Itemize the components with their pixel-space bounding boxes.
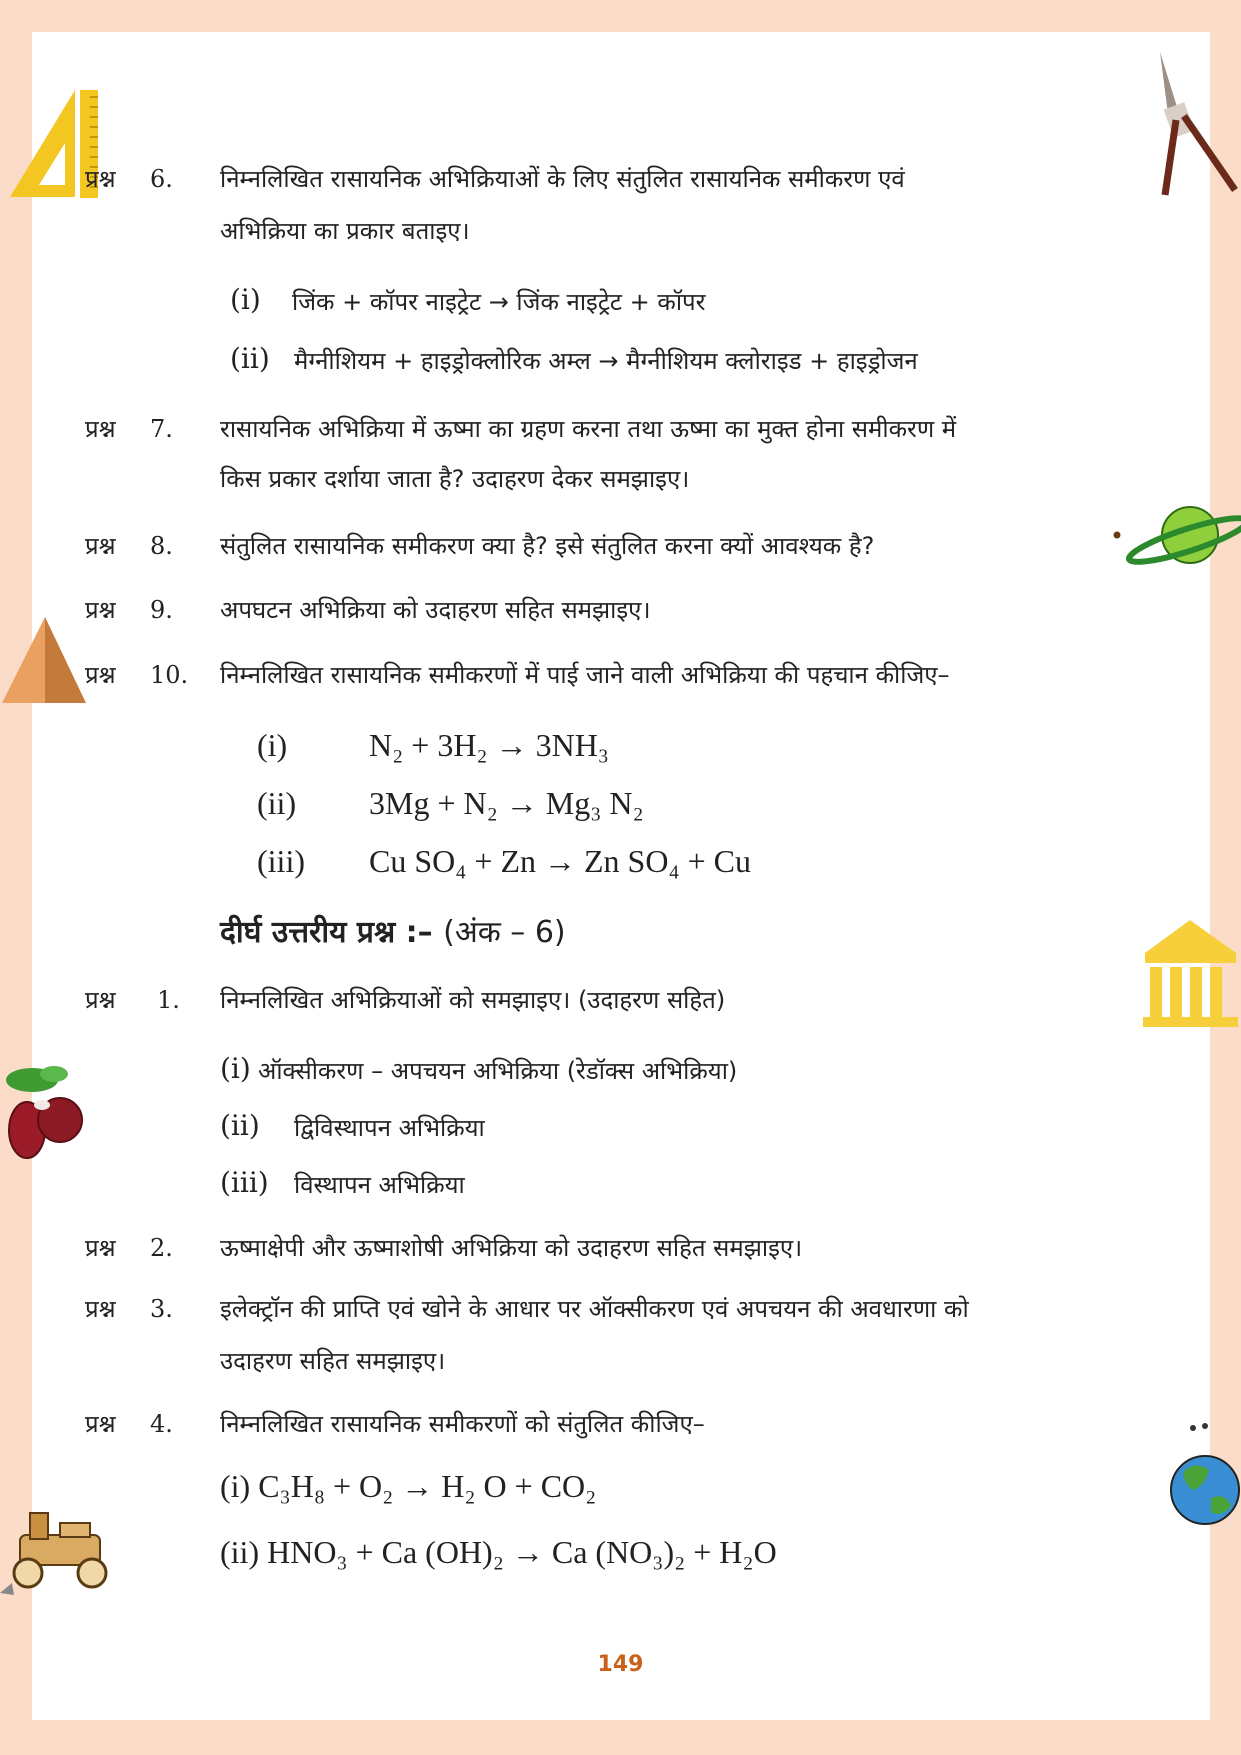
list-item — [230, 283, 706, 317]
item-text: द्विविस्थापन अभिक्रिया — [294, 1114, 485, 1142]
question-number: 6. — [150, 165, 173, 193]
pyramid-icon — [0, 615, 90, 705]
equation-row — [257, 783, 644, 823]
question-text-continued: उदाहरण सहित समझाइए। — [220, 1347, 446, 1375]
section-heading — [220, 910, 566, 951]
page-number: 149 — [597, 1652, 644, 1677]
item-text: मैग्नीशियम + हाइड्रोक्लोरिक अम्ल → मैग्नीशियम क्लोराइड + हाइड्रोजन — [294, 347, 918, 375]
question-number: 10. — [150, 661, 189, 689]
question-number: 3. — [150, 1295, 173, 1323]
question-number: 2. — [150, 1234, 173, 1262]
question-text: निम्नलिखित रासायनिक समीकरणों में पाई जाने वाली अभिक्रिया की पहचान कीजिए– — [220, 661, 950, 689]
question-text-continued: अभिक्रिया का प्रकार बताइए। — [220, 217, 470, 245]
equation-row — [220, 1466, 596, 1506]
question-prefix: प्रश्न — [85, 596, 116, 624]
question-number: 9. — [150, 596, 173, 624]
equation-row — [220, 1532, 777, 1572]
steam-car-icon — [0, 1505, 125, 1600]
globe-earth-icon — [1165, 1420, 1241, 1530]
question-prefix: प्रश्न — [85, 661, 116, 689]
question-text: निम्नलिखित रासायनिक समीकरणों को संतुलित कीजिए– — [220, 1410, 705, 1438]
item-text: ऑक्सीकरण – अपचयन अभिक्रिया (रेडॉक्स अभिक्रिया) — [258, 1057, 738, 1085]
question-number: 7. — [150, 415, 173, 443]
item-label: (i) — [230, 283, 261, 316]
question-text: निम्नलिखित अभिक्रियाओं को समझाइए। (उदाहरण सहित) — [220, 986, 726, 1014]
list-item — [230, 342, 918, 376]
list-item — [220, 1166, 465, 1200]
equation: Cu SO₄ + Zn → Zn SO₄ + Cu — [369, 843, 751, 879]
question-prefix: प्रश्न — [85, 1295, 116, 1323]
equation-label: (i) — [220, 1468, 251, 1504]
temple-pillars-icon — [1140, 915, 1241, 1030]
question-text: अपघटन अभिक्रिया को उदाहरण सहित समझाइए। — [220, 596, 651, 624]
equation: C₃H₈ + O₂ → H₂ O + CO₂ — [258, 1468, 597, 1504]
question-number: 4. — [150, 1410, 173, 1438]
question-text-continued: किस प्रकार दर्शाया जाता है? उदाहरण देकर समझाइए। — [220, 465, 690, 493]
planet-saturn-icon — [1110, 500, 1241, 570]
bean-seed-icon — [2, 1060, 92, 1170]
question-number: 1. — [157, 986, 180, 1014]
equation: N₂ + 3H₂ → 3NH₃ — [369, 727, 609, 763]
equation-label: (ii) — [220, 1534, 260, 1570]
list-item — [220, 1052, 738, 1086]
equation: 3Mg + N₂ → Mg₃ N₂ — [369, 785, 644, 821]
question-prefix: प्रश्न — [85, 415, 116, 443]
list-item — [220, 1109, 485, 1143]
item-text: जिंक + कॉपर नाइट्रेट → जिंक नाइट्रेट + कॉपर — [292, 288, 706, 316]
equation-row — [257, 725, 609, 765]
question-number: 8. — [150, 532, 173, 560]
question-prefix: प्रश्न — [85, 986, 116, 1014]
question-prefix: प्रश्न — [85, 1234, 116, 1262]
section-heading-title: दीर्घ उत्तरीय प्रश्न :– — [220, 915, 433, 950]
equation-label: (i) — [257, 727, 288, 763]
item-label: (ii) — [230, 342, 270, 375]
item-label: (iii) — [220, 1166, 269, 1199]
question-prefix: प्रश्न — [85, 532, 116, 560]
question-text: इलेक्ट्रॉन की प्राप्ति एवं खोने के आधार पर ऑक्सीकरण एवं अपचयन की अवधारणा को — [220, 1295, 969, 1323]
section-heading-marks: (अंक – 6) — [443, 915, 566, 950]
question-prefix: प्रश्न — [85, 165, 116, 193]
equation-label: (iii) — [257, 843, 305, 879]
item-text: विस्थापन अभिक्रिया — [294, 1171, 465, 1199]
tongs-tool-icon — [1150, 50, 1240, 200]
question-text: निम्नलिखित रासायनिक अभिक्रियाओं के लिए संतुलित रासायनिक समीकरण एवं — [220, 165, 905, 193]
question-prefix: प्रश्न — [85, 1410, 116, 1438]
equation-label: (ii) — [257, 785, 297, 821]
equation-row — [257, 841, 751, 881]
question-text: रासायनिक अभिक्रिया में ऊष्मा का ग्रहण करना तथा ऊष्मा का मुक्त होना समीकरण में — [220, 415, 957, 443]
question-text: संतुलित रासायनिक समीकरण क्या है? इसे संतुलित करना क्यों आवश्यक है? — [220, 532, 875, 560]
item-label: (i) — [220, 1052, 251, 1085]
question-text: ऊष्माक्षेपी और ऊष्माशोषी अभिक्रिया को उदाहरण सहित समझाइए। — [220, 1234, 803, 1262]
item-label: (ii) — [220, 1109, 260, 1142]
equation: HNO₃ + Ca (OH)₂ → Ca (NO₃)₂ + H₂O — [267, 1534, 777, 1570]
